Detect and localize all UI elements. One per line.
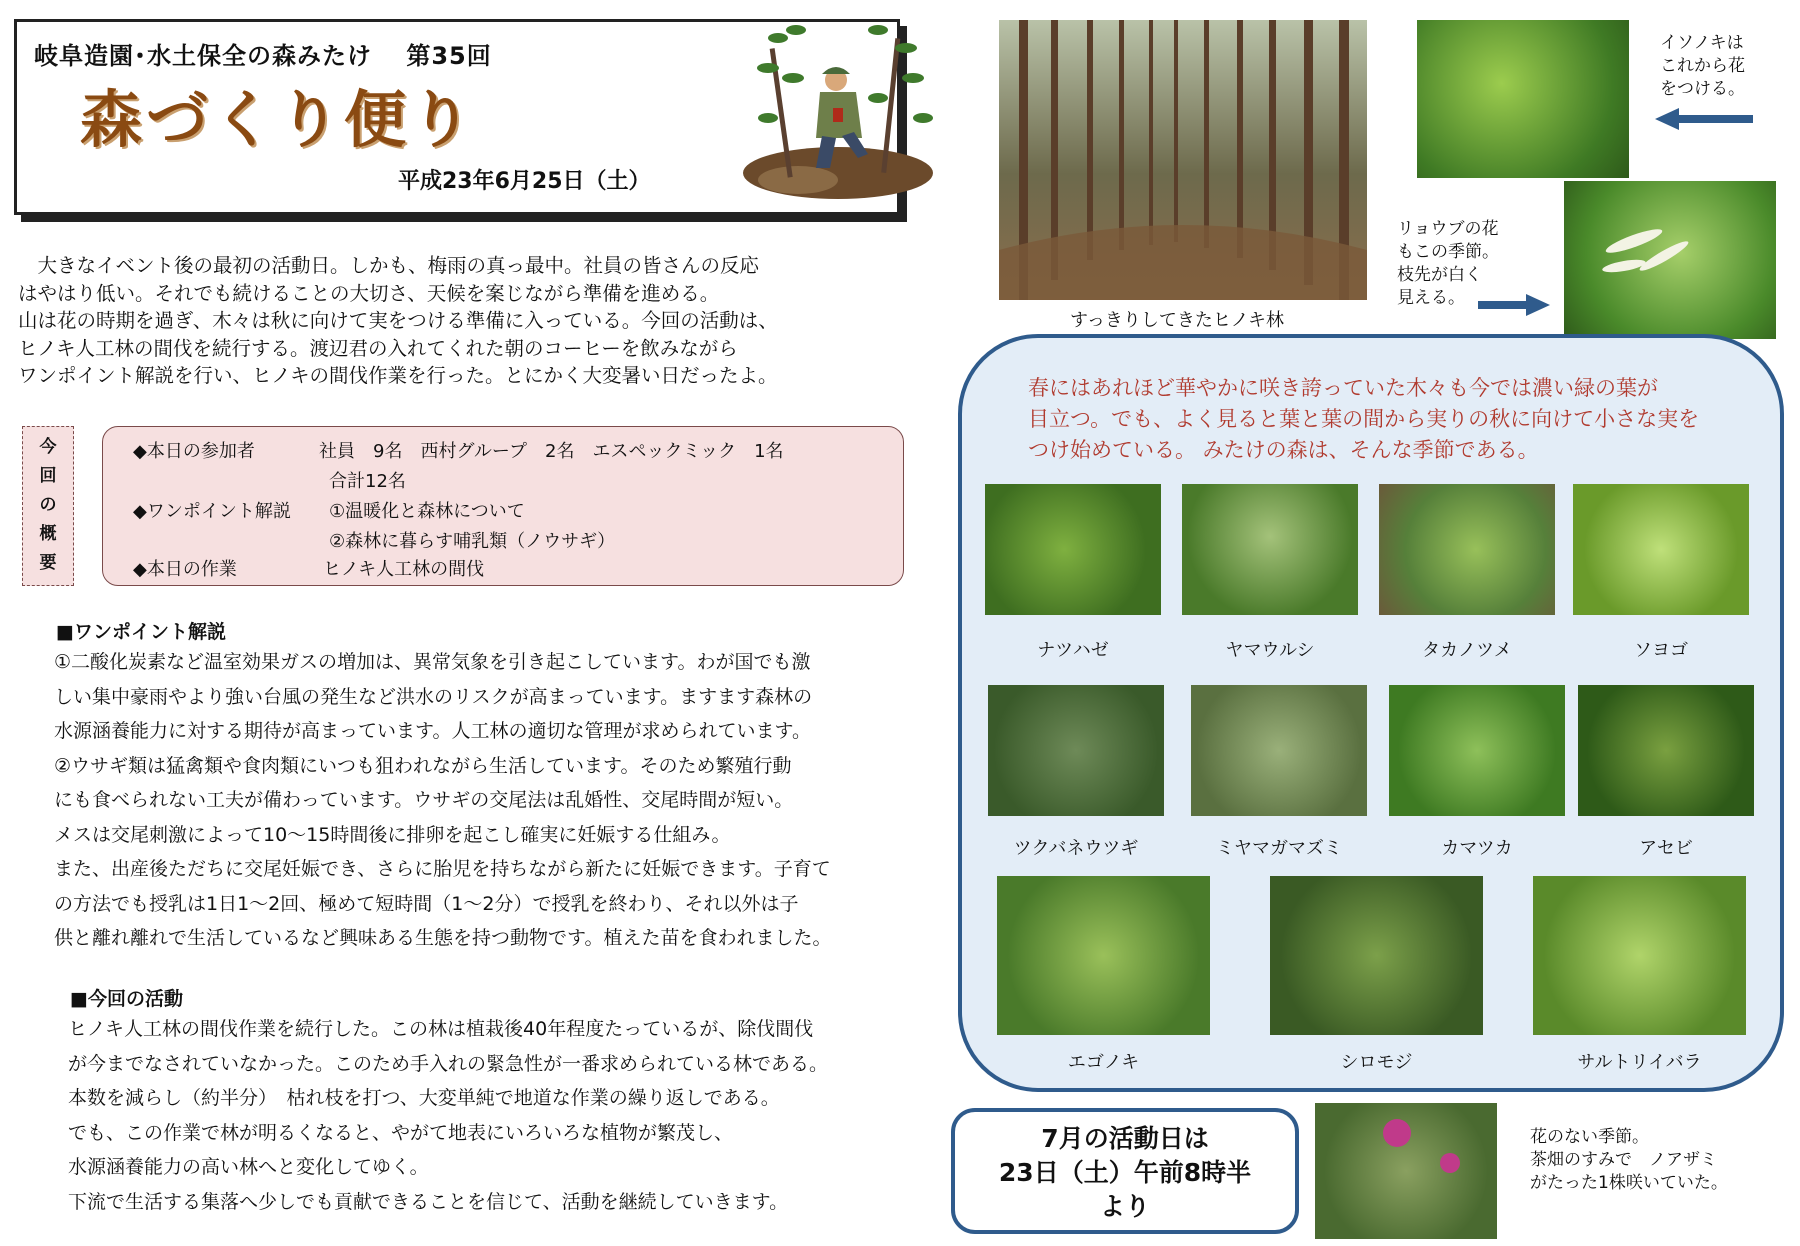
plant-photo-tsukubaneutsugi: [988, 685, 1164, 816]
isonoki-photo: [1417, 20, 1629, 178]
onepoint-topic-1: ①温暖化と森林について: [329, 501, 525, 522]
plant-photo-natsuhaze: [985, 484, 1161, 615]
isonoki-note-line: これから花: [1660, 56, 1745, 76]
onepoint-topic-2: ②森林に暮らす哺乳類（ノウサギ）: [329, 531, 616, 552]
plant-photo-yamaurushi: [1182, 484, 1358, 615]
hinoki-forest-photo: [999, 20, 1367, 300]
summary-label-char: 回: [39, 466, 57, 486]
intro-line: はやはり低い。それでも続けることの大切さ、天候を案じながら準備を進める。: [18, 281, 720, 305]
isonoki-note-line: イソノキは: [1660, 33, 1744, 53]
plant-name: サルトリイバラ: [1577, 1052, 1702, 1073]
plant-name: アセビ: [1639, 838, 1693, 859]
activity-line: 本数を減らし（約半分） 枯れ枝を打つ、大変単純で地道な作業の繰り返しである。: [68, 1087, 780, 1109]
plant-name: エゴノキ: [1067, 1052, 1140, 1073]
activity-line: 下流で生活する集落へ少しでも貢献できることを信じて、活動を継続していきます。: [68, 1190, 789, 1213]
plant-photo-shiromoji: [1270, 876, 1483, 1035]
summary-label-char: の: [39, 495, 57, 515]
seasonal-panel-text: [1028, 373, 1699, 466]
onepoint-line: 供と離れ離れで生活しているなど興味ある生態を持つ動物です。植えた苗を食われました。: [54, 927, 832, 949]
intro-text: [18, 252, 918, 390]
notice-line: 7月の活動日は: [1041, 1124, 1209, 1153]
activity-heading: ■今回の活動: [70, 988, 183, 1010]
panel-text-line: 目立つ。でも、よく見ると葉と葉の間から実りの秋に向けて小さな実を: [1028, 407, 1700, 431]
newsletter-title: 森づくり便り: [80, 83, 477, 156]
work-value: ヒノキ人工林の間伐: [323, 559, 485, 580]
notice-line: 23日（土）午前8時半: [998, 1158, 1252, 1187]
summary-label-char: 概: [39, 524, 57, 544]
onepoint-line: メスは交尾刺激によって10～15時間後に排卵を起こし確実に妊娠する仕組み。: [54, 823, 731, 846]
next-activity-notice: [951, 1108, 1299, 1234]
activity-line: が今までなされていなかった。このため手入れの緊急性が一番求められている林である。: [68, 1052, 829, 1075]
plant-photo-asebi: [1578, 685, 1754, 816]
plant-name: シロモジ: [1340, 1052, 1413, 1073]
plant-name: ソヨゴ: [1634, 640, 1688, 661]
ryoubu-note-line: 枝先が白く: [1397, 265, 1482, 285]
onepoint-label: ◆ワンポイント解説: [133, 501, 291, 522]
issue-date: 平成23年6月25日（土）: [398, 169, 651, 194]
onepoint-line: の方法でも授乳は1日1～2回、極めて短時間（1～2分）で授乳を終わり、それ以外は子: [54, 892, 799, 915]
ryoubu-note-line: リョウブの花: [1397, 219, 1499, 239]
participants-value: 社員 9名 西村グループ 2名 エスペックミック 1名: [319, 441, 784, 462]
ryoubu-photo: [1564, 181, 1776, 339]
participants-label: ◆本日の参加者: [133, 441, 255, 462]
onepoint-body: [54, 645, 831, 956]
isonoki-note-line: をつける。: [1660, 79, 1745, 99]
arrow-right-icon: [1478, 294, 1550, 316]
plant-photo-takanotsume: [1379, 484, 1555, 615]
plant-name: タカノツメ: [1422, 640, 1512, 661]
arrow-left-icon: [1655, 108, 1755, 130]
intro-line: ワンポイント解説を行い、ヒノキの間伐作業を行った。とにかく大変暑い日だったよ。: [18, 364, 778, 387]
activity-line: ヒノキ人工林の間伐作業を続行した。この林は植栽後40年程度たっているが、除伐間伐: [68, 1018, 814, 1040]
onepoint-line: 水源涵養能力に対する期待が高まっています。人工林の適切な管理が求められています。: [54, 720, 811, 742]
plant-photo-egonoki: [997, 876, 1210, 1035]
onepoint-heading: ■ワンポイント解説: [56, 621, 226, 643]
onepoint-line: ①二酸化炭素など温室効果ガスの増加は、異常気象を引き起こしています。わが国でも激: [54, 651, 811, 673]
intro-line: ヒノキ人工林の間伐を続行する。渡辺君の入れてくれた朝のコーヒーを飲みながら: [18, 336, 738, 360]
plant-name: ツクバネウツギ: [1013, 838, 1139, 859]
hinoki-forest-caption: すっきりしてきたヒノキ林: [1070, 310, 1285, 331]
plant-photo-soyogo: [1573, 484, 1749, 615]
activity-body: [68, 1012, 828, 1219]
ryoubu-note-line: 見える。: [1397, 288, 1465, 308]
plant-photo-kamatsuka: [1389, 685, 1565, 816]
activity-line: でも、この作業で林が明るくなると、やがて地表にいろいろな植物が繁茂し、: [68, 1121, 734, 1144]
onepoint-line: にも食べられない工夫が備わっています。ウサギの交尾法は乱婚性、交尾時間が短い。: [54, 789, 794, 811]
participants-total: 合計12名: [329, 471, 406, 492]
plant-photo-miyamagamazumi: [1191, 685, 1367, 816]
plant-name: カマツカ: [1441, 838, 1513, 859]
intro-line: 山は花の時期を過ぎ、木々は秋に向けて実をつける準備に入っている。今回の活動は、: [18, 309, 778, 332]
noazami-note-line: 花のない季節。: [1530, 1127, 1649, 1147]
summary-label: [22, 426, 74, 586]
plant-name: ミヤマガマズミ: [1216, 838, 1342, 859]
plant-name: ナツハゼ: [1037, 640, 1109, 661]
notice-line: より: [1099, 1192, 1150, 1221]
onepoint-line: また、出産後ただちに交尾妊娠でき、さらに胎児を持ちながら新たに妊娠できます。子育て: [54, 858, 831, 880]
summary-label-char: 今: [39, 437, 57, 457]
isonoki-note: [1660, 32, 1745, 101]
ryoubu-note-line: もこの季節。: [1397, 242, 1499, 262]
plant-name: ヤマウルシ: [1225, 640, 1315, 661]
noazami-note-line: 茶畑のすみで ノアザミ: [1530, 1150, 1717, 1170]
onepoint-line: しい集中豪雨やより強い台風の発生など洪水のリスクが高まっています。ますます森林の: [54, 685, 813, 708]
summary-label-char: 要: [39, 553, 57, 573]
forester-illustration: [738, 8, 943, 208]
noazami-note: [1530, 1126, 1728, 1195]
intro-line: 大きなイベント後の最初の活動日。しかも、梅雨の真っ最中。社員の皆さんの反応: [18, 254, 760, 277]
noazami-note-line: がたった1株咲いていた。: [1530, 1173, 1728, 1193]
activity-line: 水源涵養能力の高い林へと変化してゆく。: [68, 1156, 429, 1178]
onepoint-line: ②ウサギ類は猛禽類や食肉類にいつも狙われながら生活しています。そのため繁殖行動: [54, 754, 792, 777]
noazami-photo: [1315, 1103, 1497, 1239]
panel-text-line: 春にはあれほど華やかに咲き誇っていた木々も今では濃い緑の葉が: [1028, 376, 1658, 400]
summary-box: [102, 426, 904, 586]
plant-photo-sarutoriibara: [1533, 876, 1746, 1035]
newsletter-subtitle: 岐阜造園･水土保全の森みたけ 第35回: [34, 42, 492, 70]
panel-text-line: つけ始めている。 みたけの森は、そんな季節である。: [1028, 438, 1539, 462]
work-label: ◆本日の作業: [133, 559, 237, 580]
